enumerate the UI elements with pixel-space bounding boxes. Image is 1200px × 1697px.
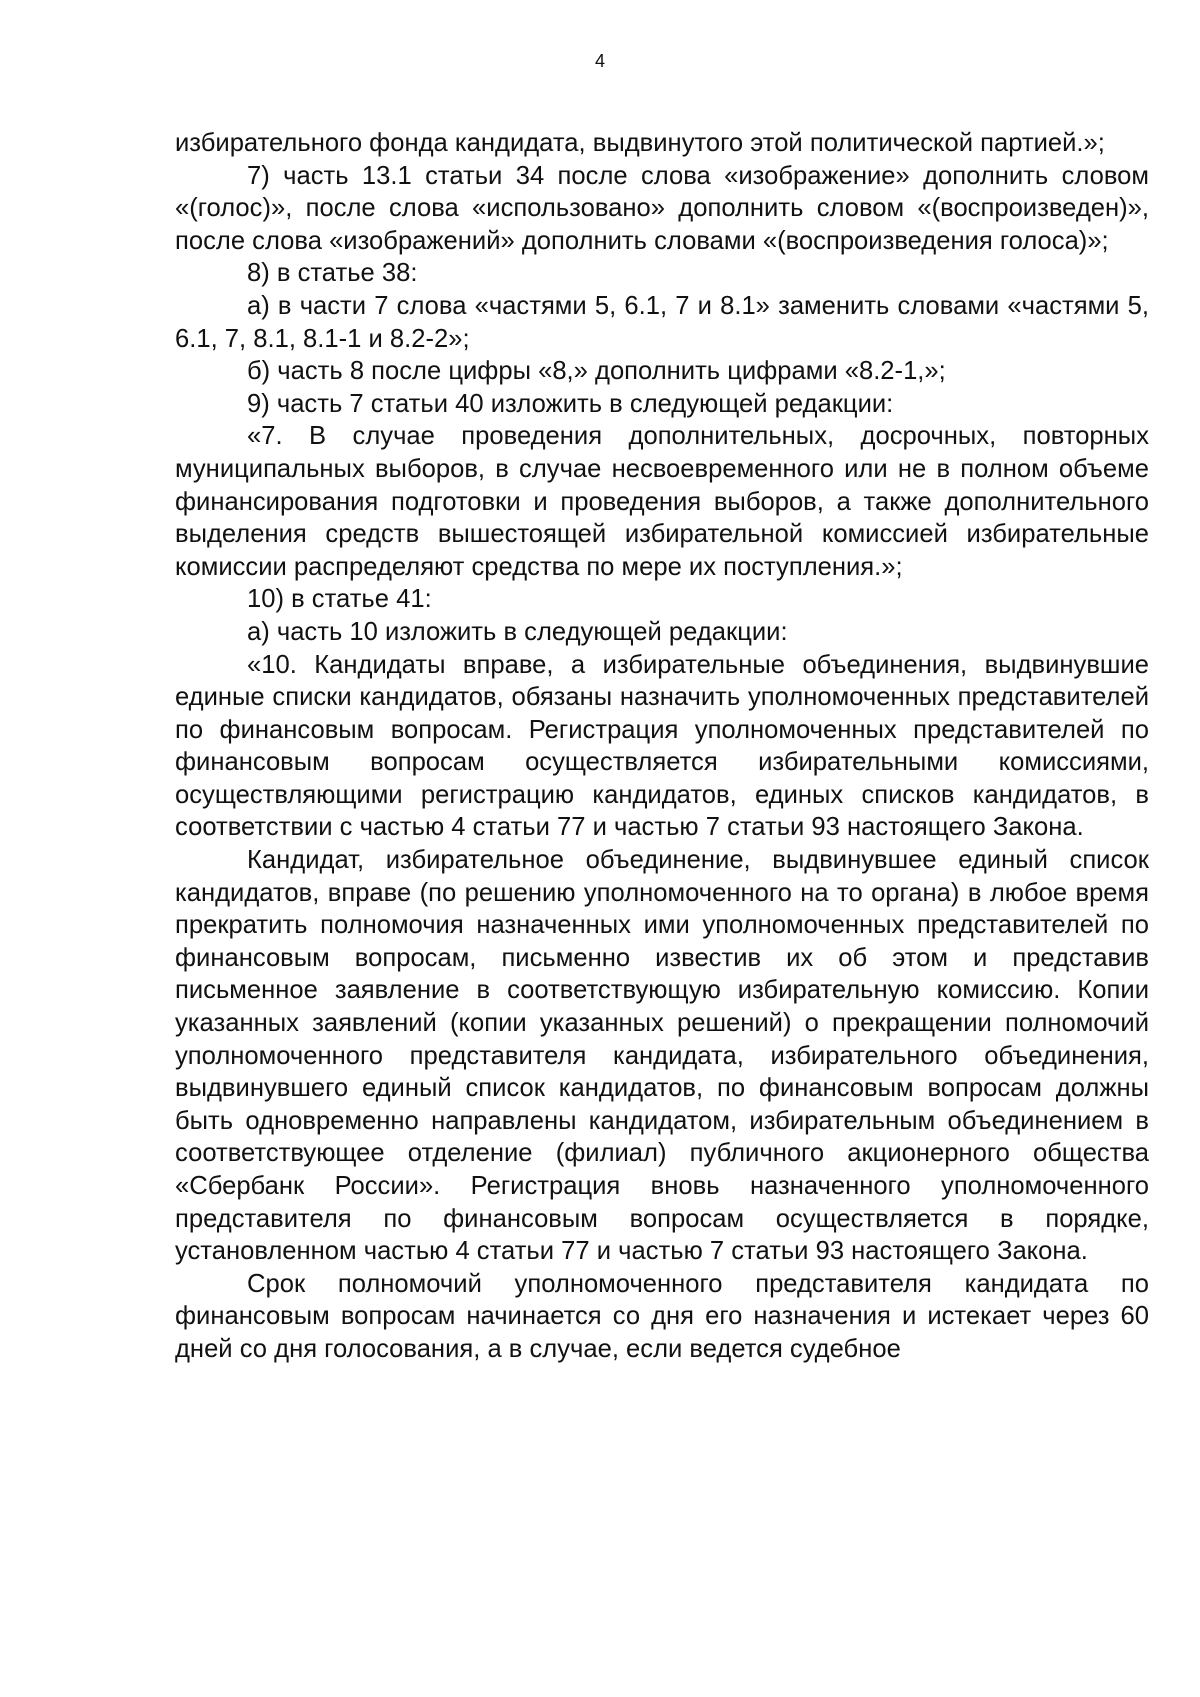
paragraph-item-7: 7) часть 13.1 статьи 34 после слова «изображение» дополнить словом «(голос)», после слова «использовано» дополнить словом «(воспроизведен)», после слова «изображений» дополнить словами «(воспроизведения голоса)»; [175, 161, 1149, 255]
paragraph-term: Срок полномочий уполномоченного представителя кандидата по финансовым вопросам начинается со дня его назначения и истекает через 60 дней со дня голосования, а в случае, если ведется судебное [175, 1269, 1149, 1363]
page-number: 4 [594, 51, 605, 71]
paragraph-quote-10: «10. Кандидаты вправе, а избирательные объединения, выдвинувшие единые списки кандидатов, обязаны назначить уполномоченных представителей по финансовым вопросам. Регистрация уполномоченных представителей по финансовым вопросам осуществляется избирательными комиссиями, осуществляющими регистрацию кандидатов, единых списков кандидатов, в соответствии с частью 4 статьи 77 и частью 7 статьи 93 настоящего Закона. [175, 650, 1149, 842]
paragraph-item-10a: а) часть 10 изложить в следующей редакции: [247, 617, 788, 646]
paragraph-item-10: 10) в статье 41: [247, 585, 432, 614]
paragraph-quote-7: «7. В случае проведения дополнительных, досрочных, повторных муниципальных выборов, в случае несвоевременного или не в полном объеме финансирования подготовки и проведения выборов, а также дополнительного выделения средств вышестоящей избирательной комиссией избирательные комиссии распределяют средства по мере их поступления.»; [175, 422, 1149, 581]
paragraph-candidate: Кандидат, избирательное объединение, выдвинувшее единый список кандидатов, вправе (по решению уполномоченного на то органа) в любое время прекратить полномочия назначенных ими уполномоченных представителей по финансовым вопросам, письменно известив их об этом и представив письменное заявление в соответствующую избирательную комиссию. Копии указанных заявлений (копии указанных решений) о прекращении полномочий уполномоченного представителя кандидата, избирательного объединения, выдвинувшего единый список кандидатов, по финансовым вопросам должны быть одновременно направлены кандидатом, избирательным объединением в соответствующее отделение (филиал) публичного акционерного общества «Сбербанк России». Регистрация вновь назначенного уполномоченного представителя по финансовым вопросам осуществляется в порядке, установленном частью 4 статьи 77 и частью 7 статьи 93 настоящего Закона. [175, 846, 1149, 1266]
paragraph-item-8: 8) в статье 38: [247, 259, 418, 288]
paragraph-item-9: 9) часть 7 статьи 40 изложить в следующей редакции: [247, 389, 894, 418]
paragraph-continuation: избирательного фонда кандидата, выдвинутого этой политической партией.»; [175, 129, 1105, 157]
paragraph-item-8a: а) в части 7 слова «частями 5, 6.1, 7 и 8.1» заменить словами «частями 5, 6.1, 7, 8.1, 8.1-1 и 8.2-2»; [175, 291, 1149, 353]
document-body [175, 127, 1149, 1366]
paragraph-item-8b: б) часть 8 после цифры «8,» дополнить цифрами «8.2-1,»; [247, 357, 946, 386]
